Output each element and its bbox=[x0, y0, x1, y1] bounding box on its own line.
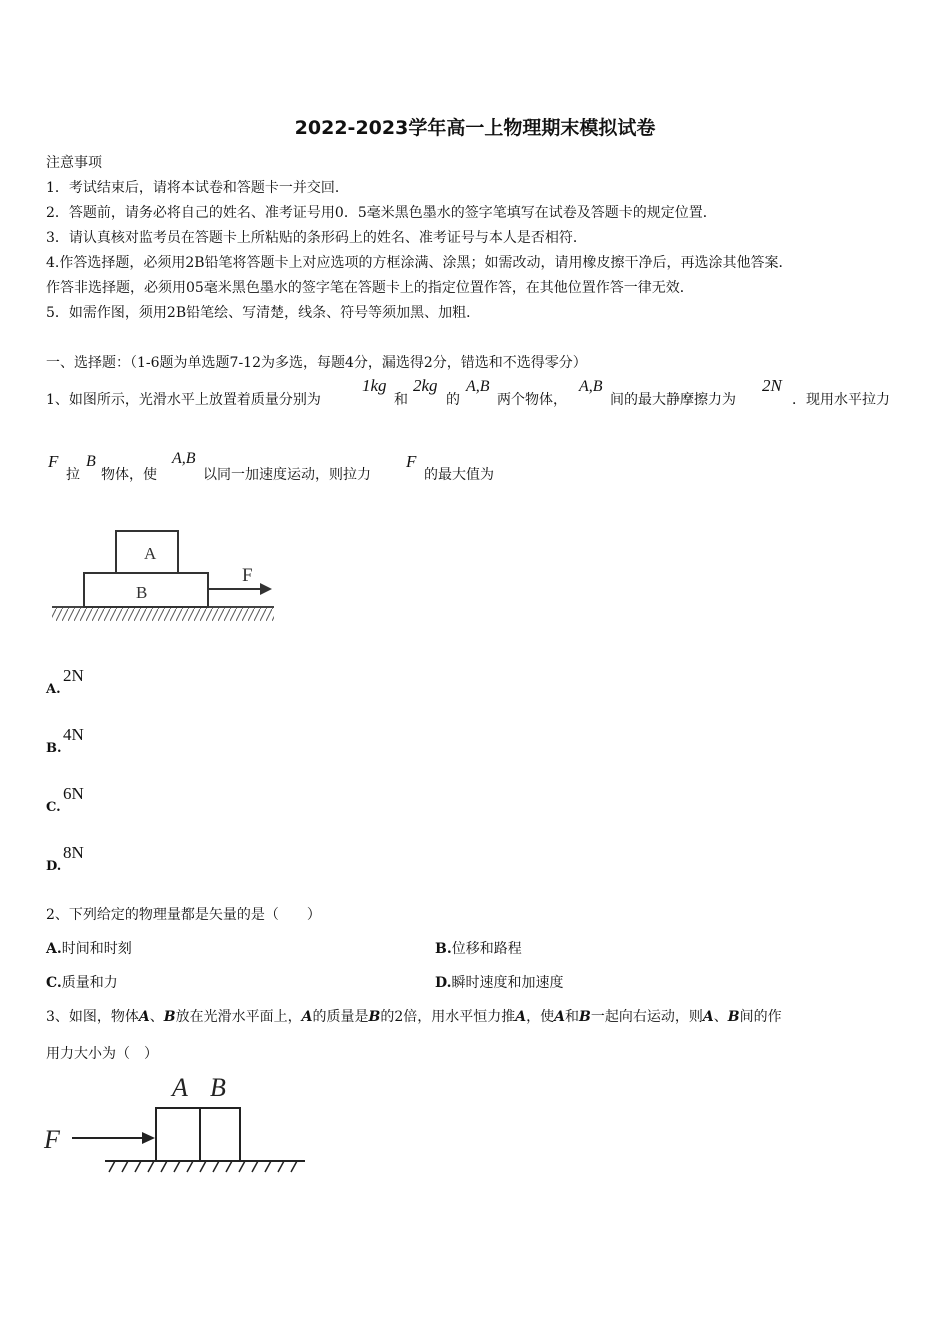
option-value: 8N bbox=[63, 843, 84, 862]
section-heading: 一、选择题：（1-6题为单选题7-12为多选，每题4分，漏选得2分，错选和不选得零分） bbox=[46, 355, 587, 371]
q1-text: 间的最大静摩擦力为 bbox=[610, 392, 736, 408]
q1-ab: A,B bbox=[579, 378, 603, 395]
notice-item: 3．请认真核对监考员在答题卡上所粘贴的条形码上的姓名、准考证号与本人是否相符． bbox=[46, 230, 587, 246]
notice-item: 4.作答选择题，必须用2B铅笔将答题卡上对应选项的方框涂满、涂黑；如需改动，请用橡皮擦干净后，再选涂其他答案． bbox=[46, 255, 793, 271]
q1-ab: A,B bbox=[466, 378, 490, 395]
option-text: 瞬时速度和加速度 bbox=[451, 975, 564, 991]
option-text: 时间和时刻 bbox=[61, 941, 132, 957]
q3-label-b: B bbox=[210, 1073, 226, 1102]
q1-mass-a: 1kg bbox=[362, 376, 387, 395]
q3-ground-hatch bbox=[109, 1161, 297, 1172]
q3-block-a bbox=[156, 1108, 200, 1161]
option-label: B. bbox=[46, 741, 62, 756]
option-label: D. bbox=[435, 975, 452, 991]
q3-force-arrow-head bbox=[142, 1132, 155, 1144]
option-value: 2N bbox=[63, 666, 84, 685]
option-label: D. bbox=[46, 859, 62, 874]
q1-text: 的最大值为 bbox=[424, 467, 494, 483]
q1-text: 和 bbox=[394, 392, 408, 408]
notice-item: 5．如需作图，须用2B铅笔绘、写清楚，线条、符号等须加黑、加粗． bbox=[46, 305, 481, 321]
q3-force-label: F bbox=[44, 1125, 60, 1154]
q1-text: 拉 bbox=[66, 467, 80, 483]
block-b-label: B bbox=[136, 583, 148, 602]
option-label: C. bbox=[46, 975, 62, 991]
notice-heading: 注意事项 bbox=[46, 155, 102, 171]
q1-text: 以同一加速度运动，则拉力 bbox=[203, 467, 371, 483]
q1-ab: A,B bbox=[172, 450, 196, 467]
option-text: 质量和力 bbox=[61, 975, 118, 991]
option-label: B. bbox=[435, 941, 452, 957]
q1-figure bbox=[50, 525, 280, 629]
q2-option[interactable] bbox=[435, 938, 522, 958]
block-a-label: A bbox=[144, 544, 157, 563]
q3-stem-line2: 用力大小为（ ） bbox=[46, 1046, 158, 1062]
page-title: 2022-2023学年高一上物理期末模拟试卷 bbox=[294, 117, 656, 139]
q1-force-symbol: F bbox=[48, 452, 59, 471]
q1-b-symbol: B bbox=[86, 453, 96, 470]
q1-mass-b: 2kg bbox=[413, 376, 438, 395]
force-arrow-head bbox=[260, 583, 272, 595]
ground-hatch bbox=[52, 607, 274, 621]
force-label: F bbox=[242, 565, 253, 586]
q1-force-symbol: F bbox=[406, 452, 417, 471]
q1-friction: 2N bbox=[762, 376, 782, 395]
option-value: 6N bbox=[63, 784, 84, 803]
q2-stem: 2、下列给定的物理量都是矢量的是（ ） bbox=[46, 907, 321, 923]
q3-label-a: A bbox=[172, 1073, 188, 1102]
option-label: A. bbox=[46, 682, 61, 697]
notice-item: 1．考试结束后，请将本试卷和答题卡一并交回． bbox=[46, 180, 349, 196]
q1-text: ．现用水平拉力 bbox=[792, 392, 890, 408]
q1-text: 的 bbox=[446, 392, 460, 408]
q3-block-b bbox=[200, 1108, 240, 1161]
q1-text: 1、如图所示，光滑水平上放置着质量分别为 bbox=[46, 392, 321, 408]
q1-text: 物体，使 bbox=[101, 467, 157, 483]
q2-option[interactable] bbox=[46, 972, 118, 992]
option-label: A. bbox=[46, 941, 62, 957]
option-label: C. bbox=[46, 800, 61, 815]
q2-option[interactable] bbox=[46, 938, 132, 958]
option-value: 4N bbox=[63, 725, 84, 744]
q2-option[interactable] bbox=[435, 972, 564, 992]
notice-item: 作答非选择题，必须用05毫米黑色墨水的签字笔在答题卡上的指定位置作答，在其他位置作答一律无效． bbox=[46, 280, 694, 296]
option-text: 位移和路程 bbox=[451, 941, 522, 957]
notice-item: 2．答题前，请务必将自己的姓名、准考证号用0．5毫米黑色墨水的签字笔填写在试卷及答题卡的规定位置． bbox=[46, 205, 717, 221]
q3-figure bbox=[40, 1068, 312, 1178]
q1-text: 两个物体， bbox=[497, 392, 567, 408]
q3-stem: 3、如图，物体A、B放在光滑水平面上，A的质量是B的2倍，用水平恒力推A，使A和B一起向右运动，则A、B间的作 bbox=[46, 1009, 782, 1025]
